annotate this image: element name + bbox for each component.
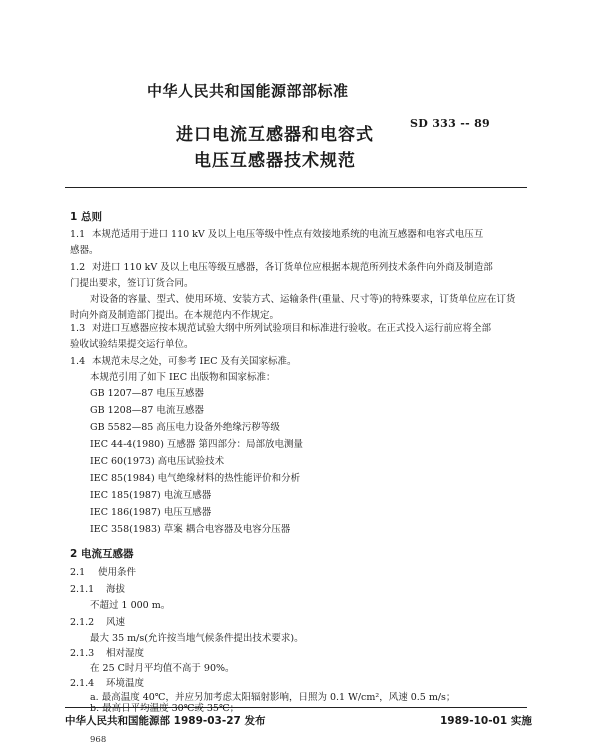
clause-1-2-para2: 对设备的容量、型式、使用环境、安装方式、运输条件(重量、尺寸等)的特殊要求，订货单位应在订货: [90, 294, 516, 305]
clause-number: 1.4: [70, 356, 86, 367]
clause-number: 2.1: [70, 567, 86, 578]
clause-2-1-1-value: 不超过 1 000 m。: [90, 600, 171, 611]
clause-1-3: [70, 323, 491, 335]
footer-divider: [65, 707, 527, 708]
clause-2-1-4-item-a: a. 最高温度 40℃，并应另加考虑太阳辐射影响，日照为 0.1 W/cm²，风速 0.5 m/s；: [90, 692, 456, 703]
issue-date: 中华人民共和国能源部 1989-03-27 发布: [65, 715, 266, 727]
clause-number: 1.2: [70, 262, 86, 273]
clause-2-1-4-item-b: b. 最高日平均温度 30℃或 35℃；: [90, 703, 240, 714]
clause-number: 2.1.4: [70, 678, 95, 689]
standard-code: SD 333 -- 89: [410, 117, 490, 130]
clause-text: 海拔: [106, 584, 126, 595]
clause-text: 风速: [106, 617, 126, 628]
reference-item: IEC 44-4(1980) 互感器 第四部分：局部放电测量: [90, 439, 303, 450]
clause-text: 本规范适用于进口 110 kV 及以上电压等级中性点有效接地系统的电流互感器和电容式电压互: [92, 229, 484, 240]
issuing-ministry: 中华人民共和国能源部部标准: [147, 82, 349, 100]
reference-item: GB 1207—87 电压互感器: [90, 388, 204, 399]
clause-2-1-3-value: 在 25 C时月平均值不高于 90%。: [90, 663, 235, 674]
document-title-line-2: 电压互感器技术规范: [194, 151, 356, 171]
clause-2-1-3: [70, 648, 144, 660]
clause-text: 使用条件: [98, 567, 137, 578]
clause-1-1-cont: 感器。: [70, 245, 99, 256]
clause-text: 对进口 110 kV 及以上电压等级互感器，各订货单位应根据本规范所列技术条件向外商及制造部: [92, 262, 493, 273]
clause-number: 2.1.2: [70, 617, 95, 628]
clause-2-1-1: [70, 584, 125, 596]
header-divider: [65, 187, 527, 188]
reference-item: GB 5582—85 高压电力设备外绝缘污秽等级: [90, 422, 280, 433]
clause-1-1: [70, 229, 483, 241]
page-number: 968: [90, 735, 107, 745]
section-1-heading: 1 总则: [70, 211, 102, 223]
reference-item: IEC 186(1987) 电压互感器: [90, 507, 212, 518]
clause-2-1-2: [70, 617, 125, 629]
clause-number: 2.1.3: [70, 648, 95, 659]
document-title-line-1: 进口电流互感器和电容式: [176, 125, 374, 145]
reference-item: IEC 60(1973) 高电压试验技术: [90, 456, 225, 467]
clause-text: 对进口互感器应按本规范试验大纲中所列试验项目和标准进行验收。在正式投入运行前应将全部: [92, 323, 492, 334]
clause-1-2-cont: 门提出要求，签订订货合同。: [70, 278, 194, 289]
reference-item: IEC 358(1983) 草案 耦合电容器及电容分压器: [90, 524, 291, 535]
clause-number: 1.3: [70, 323, 86, 334]
clause-1-2: [70, 262, 493, 274]
clause-2-1-4: [70, 678, 144, 690]
clause-number: 2.1.1: [70, 584, 95, 595]
clause-text: 环境温度: [106, 678, 145, 689]
clause-text: 本规范未尽之处，可参考 IEC 及有关国家标准。: [92, 356, 297, 367]
clause-1-4-refs-intro: 本规范引用了如下 IEC 出版物和国家标准：: [90, 372, 276, 383]
clause-2-1: [70, 567, 136, 579]
reference-item: IEC 185(1987) 电流互感器: [90, 490, 212, 501]
section-2-heading: 2 电流互感器: [70, 548, 134, 560]
clause-number: 1.1: [70, 229, 86, 240]
reference-item: GB 1208—87 电流互感器: [90, 405, 204, 416]
reference-item: IEC 85(1984) 电气绝缘材料的热性能评价和分析: [90, 473, 301, 484]
clause-text: 相对湿度: [106, 648, 145, 659]
clause-1-2-para2-cont: 时向外商及制造部门提出。在本规范内不作规定。: [70, 310, 280, 321]
clause-2-1-2-value: 最大 35 m/s(允许按当地气候条件提出技术要求)。: [90, 633, 304, 644]
clause-1-3-cont: 验收试验结果提交运行单位。: [70, 339, 194, 350]
clause-1-4: [70, 356, 297, 368]
implementation-date: 1989-10-01 实施: [440, 715, 532, 727]
